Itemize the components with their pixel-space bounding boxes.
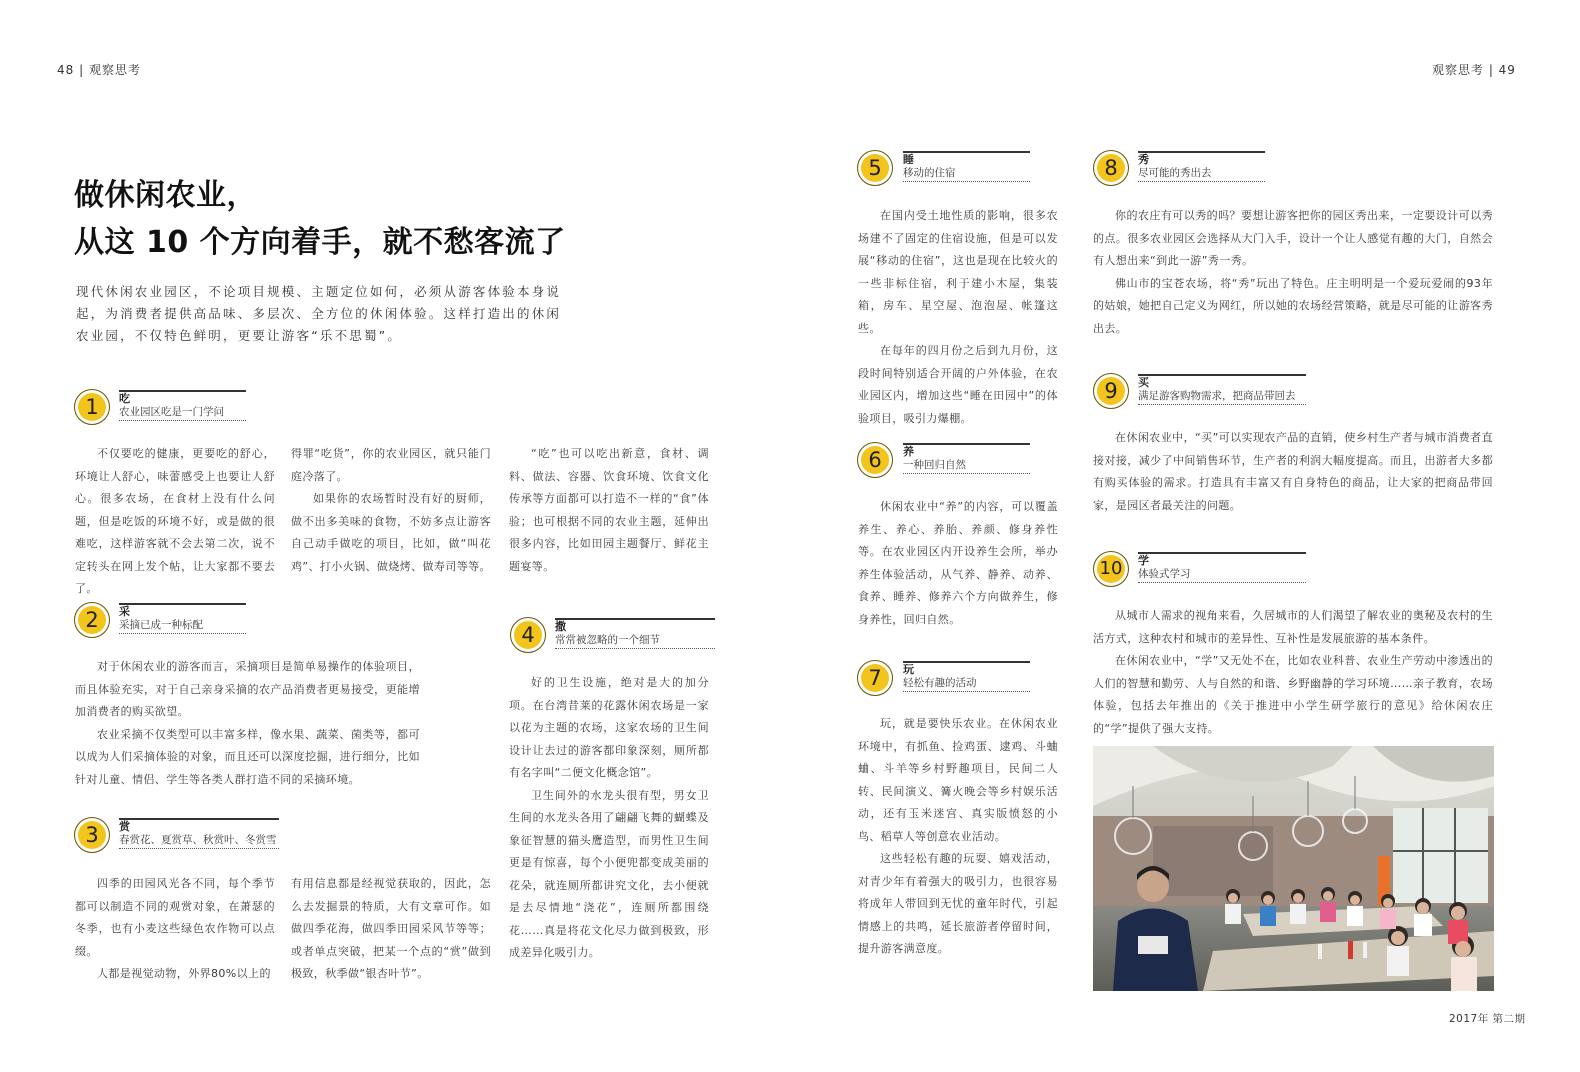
section-number-badge: 1 xyxy=(74,389,110,425)
section-body xyxy=(1093,605,1493,740)
section-category: 采 xyxy=(119,605,130,618)
section-subtitle: 尽可能的秀出去 xyxy=(1138,167,1212,179)
paragraph: 从城市人需求的视角来看，久居城市的人们渴望了解农业的奥秘及农村的生活方式，这种农村和城市的差异性、互补性是发展旅游的基本条件。 xyxy=(1093,609,1493,645)
paragraph: 在休闲农业中，“学”又无处不在，比如农业科普、农业生产劳动中渗透出的人们的智慧和勤劳、人与自然的和谐、乡野幽静的学习环境……亲子教育，农场体验，包括去年推出的《关于推进中小学生研学旅行的意见》给休闲农庄的“学”提供了强大支持。 xyxy=(1093,654,1493,735)
section-subtitle: 采摘已成一种标配 xyxy=(119,619,203,631)
paragraph: 人都是视觉动物，外界80%以上的 xyxy=(97,967,271,980)
article-title xyxy=(74,172,566,266)
section-body xyxy=(858,713,1058,961)
title-line-1: 做休闲农业， xyxy=(74,178,257,213)
section-header xyxy=(1138,552,1306,580)
section-header xyxy=(119,603,246,631)
paragraph: 在国内受土地性质的影响，很多农场建不了固定的住宿设施，但是可以发展“移动的住宿”，这也是现在比较火的一些非标住宿，利于建小木屋，集装箱，房车、星空屋、泡泡屋、帐篷这些。 xyxy=(858,209,1058,335)
section-category: 撒 xyxy=(555,620,566,633)
section-subtitle: 春赏花、夏赏草、秋赏叶、冬赏雪 xyxy=(119,834,277,846)
section-number-badge: 7 xyxy=(857,660,893,696)
article-intro: 现代休闲农业园区，不论项目规模、主题定位如何，必须从游客体验本身说起，为消费者提供高品味、多层次、全方位的休闲体验。这样打造出的休闲农业园，不仅特色鲜明，更要让游客“乐不思蜀”。 xyxy=(76,284,562,343)
paragraph: 有用信息都是经视觉获取的，因此，怎么去发掘景的特质，大有文章可作。如做四季花海，做四季田园采风节等等；或者单点突破，把某一个点的“赏”做到极致，秋季做“银杏叶节”。 xyxy=(291,877,491,980)
section-header xyxy=(903,151,1030,179)
paragraph: 休闲农业中“养”的内容，可以覆盖养生、养心、养胎、养颜、修身养性等。在农业园区内开设养生会所，举办养生体验活动，从气养、静养、动养、食养、睡养、修养六个方向做养生，修身养性，回归自然。 xyxy=(858,500,1058,626)
section-category: 秀 xyxy=(1138,153,1149,166)
dotted-rule xyxy=(119,848,279,849)
paragraph: 玩，就是要快乐农业。在休闲农业环境中，有抓鱼、捡鸡蛋、逮鸡、斗蛐蛐、斗羊等乡村野趣项目，民间二人转、民间演义、篝火晚会等乡村娱乐活动，还有玉米迷宫、真实版愤怒的小鸟、稻草人等创意农业活动。 xyxy=(858,717,1058,843)
dotted-rule xyxy=(903,691,1030,692)
section-subtitle: 一种回归自然 xyxy=(903,459,966,471)
section-body xyxy=(858,496,1058,631)
section-header xyxy=(1138,374,1306,402)
paragraph: 好的卫生设施，绝对是大的加分项。在台湾昔莱的花露休闲农场是一家以花为主题的农场，这家农场的卫生间设计让去过的游客都印象深刻，厕所都有名字叫“二便文化概念馆”。 xyxy=(509,676,709,779)
paragraph: 在每年的四月份之后到九月份，这段时间特别适合开阔的户外体验，在农业园区内，增加这些“睡在田园中”的体验项目，吸引力爆棚。 xyxy=(858,344,1058,425)
section-header xyxy=(119,390,246,418)
section-category: 养 xyxy=(903,445,914,458)
dotted-rule xyxy=(1138,404,1306,405)
section-body xyxy=(509,443,709,578)
section-number-badge: 4 xyxy=(510,617,546,653)
section-category: 赏 xyxy=(119,820,130,833)
section-category: 买 xyxy=(1138,376,1149,389)
section-header xyxy=(903,661,1030,689)
paragraph: 你的农庄有可以秀的吗？要想让游客把你的园区秀出来，一定要设计可以秀的点。很多农业园区会选择从大门入手，设计一个让人感觉有趣的大门，自然会有人想出来“到此一游”秀一秀。 xyxy=(1093,209,1493,267)
section-number-badge: 9 xyxy=(1093,373,1129,409)
left-page-folio: 48 | 观察思考 xyxy=(57,63,141,77)
section-body xyxy=(858,205,1058,430)
section-body xyxy=(75,443,275,601)
section-category: 学 xyxy=(1138,554,1149,567)
paragraph: 这些轻松有趣的玩耍、嬉戏活动，对青少年有着强大的吸引力，也很容易将成年人带回到无忧的童年时代，引起情感上的共鸣，延长旅游者停留时间，提升游客满意度。 xyxy=(858,852,1058,955)
dotted-rule xyxy=(555,648,715,649)
section-subtitle: 农业园区吃是一门学问 xyxy=(119,406,224,418)
section-subtitle: 满足游客购物需求，把商品带回去 xyxy=(1138,390,1296,402)
section-subtitle: 体验式学习 xyxy=(1138,568,1191,580)
section-body xyxy=(1093,427,1493,517)
section-category: 玩 xyxy=(903,663,914,676)
paragraph: 佛山市的宝苍农场，将“秀”玩出了特色。庄主明明是一个爱玩爱闹的93年的姑娘，她把自己定义为网红，所以她的农场经营策略，就是尽可能的让游客秀出去。 xyxy=(1093,276,1493,335)
photo-illustration xyxy=(1093,746,1494,991)
dotted-rule xyxy=(1138,582,1306,583)
dotted-rule xyxy=(903,473,1030,474)
dotted-rule xyxy=(119,633,246,634)
paragraph: 不仅要吃的健康，更要吃的舒心，环境让人舒心，味蕾感受上也要让人舒心。很多农场，在食材上没有什么问题，但是吃饭的环境不好，或是做的很难吃，这样游客就不会去第二次，说不定转头在网上发个帖，让大家都不要去了。 xyxy=(75,447,275,595)
section-number-badge: 2 xyxy=(74,602,110,638)
section-header xyxy=(119,818,279,846)
paragraph: 对于休闲农业的游客而言，采摘项目是简单易操作的体验项目，而且体验充实，对于自己亲身采摘的农产品消费者更易接受，更能增加消费者的购买欲望。 xyxy=(75,660,420,718)
children-dining-hall-photo xyxy=(1093,746,1494,991)
issue-footer: 2017年 第二期 xyxy=(1449,1013,1526,1025)
section-subtitle: 移动的住宿 xyxy=(903,167,956,179)
section-number-badge: 10 xyxy=(1093,551,1129,587)
section-body xyxy=(75,656,420,791)
section-subtitle: 常常被忽略的一个细节 xyxy=(555,634,660,646)
section-number-badge: 3 xyxy=(74,817,110,853)
section-category: 吃 xyxy=(119,392,130,405)
section-subtitle: 轻松有趣的活动 xyxy=(903,677,977,689)
section-category: 睡 xyxy=(903,153,914,166)
paragraph: 得罪“吃货”，你的农业园区，就只能门庭冷落了。 xyxy=(291,447,491,483)
section-body xyxy=(75,873,275,986)
paragraph: 如果你的农场暂时没有好的厨师，做不出多美味的食物，不妨多点让游客自己动手做吃的项目，比如，做“叫花鸡”、打小火锅、做烧烤、做寿司等等。 xyxy=(291,492,491,573)
section-header xyxy=(1138,151,1265,179)
paragraph: “吃”也可以吃出新意，食材、调料、做法、容器、饮食环境、饮食文化传承等方面都可以打造不一样的“食”体验；也可根据不同的农业主题，延伸出很多内容，比如田园主题餐厅、鲜花主题宴等。 xyxy=(509,447,709,573)
section-body xyxy=(1093,205,1493,340)
paragraph: 卫生间外的水龙头很有型，男女卫生间的水龙头各用了翩翩飞舞的蝴蝶及象征智慧的猫头鹰造型，而男性卫生间更是有惊喜，每个小便兜都变成美丽的花朵，就连厕所都讲究文化，去小便就是去尽情地“浇花”，连厕所都围绕花……真是将花文化尽力做到极致，形成差异化吸引力。 xyxy=(509,788,709,959)
section-number-badge: 5 xyxy=(857,150,893,186)
paragraph: 农业采摘不仅类型可以丰富多样，像水果、蔬菜、菌类等，都可以成为人们采摘体验的对象，而且还可以深度挖掘，进行细分，比如针对儿童、情侣、学生等各类人群打造不同的采摘环境。 xyxy=(75,727,420,786)
section-body xyxy=(291,443,491,578)
section-header xyxy=(903,443,1030,471)
title-line-2: 从这 10 个方向着手，就不愁客流了 xyxy=(74,225,566,260)
section-number-badge: 8 xyxy=(1093,150,1129,186)
section-body xyxy=(291,873,491,986)
right-page-folio: 观察思考 | 49 xyxy=(1432,63,1516,77)
section-header xyxy=(555,618,715,646)
section-number-badge: 6 xyxy=(857,442,893,478)
dotted-rule xyxy=(1138,181,1265,182)
paragraph: 在休闲农业中，“买”可以实现农产品的直销，使乡村生产者与城市消费者直接对接，减少了中间销售环节，生产者的利润大幅度提高。而且，出游者大多都有购买体验的需求。打造具有丰富又有自身特色的商品，让大家的把商品带回家，是园区者最关注的问题。 xyxy=(1093,431,1493,512)
dotted-rule xyxy=(119,420,246,421)
dotted-rule xyxy=(903,181,1030,182)
section-body xyxy=(509,672,709,965)
paragraph: 四季的田园风光各不同，每个季节都可以制造不同的观赏对象，在萧瑟的冬季，也有小麦这些绿色农作物可以点缀。 xyxy=(75,877,275,958)
